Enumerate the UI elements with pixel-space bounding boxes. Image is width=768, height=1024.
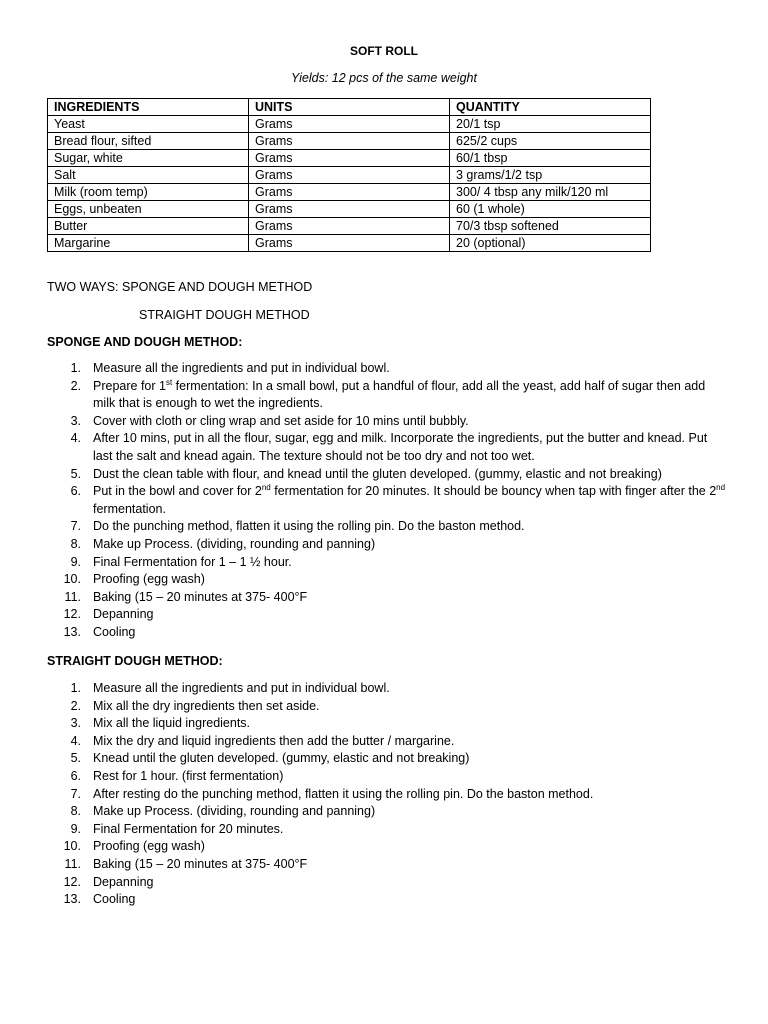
step-number: 7. — [70, 519, 81, 534]
list-item — [47, 698, 727, 716]
step-number: 5. — [70, 751, 81, 766]
list-item — [47, 483, 727, 518]
step-text: Knead until the gluten developed. (gummy, elastic and not breaking) — [93, 751, 470, 766]
list-item — [47, 518, 727, 536]
step-number: 6. — [70, 768, 81, 783]
quantity-cell: 70/3 tbsp softened — [450, 218, 651, 235]
list-item — [47, 466, 727, 484]
header-quantity: QUANTITY — [450, 99, 651, 116]
list-item — [47, 571, 727, 589]
quantity-cell: 3 grams/1/2 tsp — [450, 167, 651, 184]
unit-cell: Grams — [249, 167, 450, 184]
ingredient-cell: Sugar, white — [48, 150, 249, 167]
quantity-cell: 60 (1 whole) — [450, 201, 651, 218]
list-item — [47, 536, 727, 554]
ingredient-cell: Butter — [48, 218, 249, 235]
step-text: fermentation. — [93, 501, 166, 516]
table-row — [48, 235, 651, 252]
step-text: Depanning — [93, 874, 154, 889]
step-text: After 10 mins, put in all the flour, sugar, egg and milk. Incorporate the ingredients, put the butter and knead. Put last the salt and knead again. The texture should not be too dry and not too wet. — [93, 431, 708, 463]
step-text: Final Fermentation for 1 – 1 ½ hour. — [93, 554, 292, 569]
list-item — [47, 874, 727, 892]
step-number: 12. — [63, 607, 81, 622]
step-number: 8. — [70, 804, 81, 819]
step-text: Mix the dry and liquid ingredients then add the butter / margarine. — [93, 733, 455, 748]
list-item — [47, 378, 727, 413]
superscript: nd — [261, 483, 271, 492]
list-item — [47, 750, 727, 768]
list-item — [47, 715, 727, 733]
step-text: Proofing (egg wash) — [93, 572, 205, 587]
ingredient-cell: Eggs, unbeaten — [48, 201, 249, 218]
unit-cell: Grams — [249, 133, 450, 150]
step-text: Measure all the ingredients and put in individual bowl. — [93, 361, 390, 375]
unit-cell: Grams — [249, 150, 450, 167]
table-row — [48, 218, 651, 235]
table-row — [48, 150, 651, 167]
step-number: 6. — [70, 484, 81, 499]
list-item — [47, 430, 727, 465]
yields-subtitle: Yields: 12 pcs of the same weight — [291, 71, 477, 85]
step-number: 1. — [70, 361, 81, 375]
sponge-method-steps — [47, 360, 727, 642]
quantity-cell: 300/ 4 tbsp any milk/120 ml — [450, 184, 651, 201]
step-text: Proofing (egg wash) — [93, 839, 205, 854]
step-number: 2. — [70, 698, 81, 713]
list-item — [47, 606, 727, 624]
step-number: 8. — [70, 536, 81, 551]
table-row — [48, 201, 651, 218]
step-number: 9. — [70, 821, 81, 836]
step-text: Cooling — [93, 892, 136, 907]
unit-cell: Grams — [249, 116, 450, 133]
unit-cell: Grams — [249, 184, 450, 201]
step-number: 3. — [70, 716, 81, 731]
step-number: 11. — [64, 856, 81, 871]
step-text: Final Fermentation for 20 minutes. — [93, 821, 284, 836]
step-text: Make up Process. (dividing, rounding and panning) — [93, 804, 376, 819]
ingredient-cell: Margarine — [48, 235, 249, 252]
list-item — [47, 838, 727, 856]
step-number: 1. — [70, 681, 81, 695]
step-number: 11. — [64, 589, 81, 604]
step-text: fermentation: In a small bowl, put a handful of flour, add all the yeast, add half of sugar then add milk that is enough to wet the ingredients. — [93, 378, 706, 411]
table-row — [48, 167, 651, 184]
superscript: nd — [716, 483, 726, 492]
step-number: 12. — [63, 874, 81, 889]
page-title: SOFT ROLL — [350, 44, 418, 58]
unit-cell: Grams — [249, 201, 450, 218]
list-item — [47, 624, 727, 642]
ingredient-cell: Milk (room temp) — [48, 184, 249, 201]
step-number: 4. — [70, 431, 81, 446]
step-text: Rest for 1 hour. (first fermentation) — [93, 768, 284, 783]
step-number: 2. — [70, 378, 81, 393]
step-number: 10. — [63, 572, 81, 587]
header-ingredients: INGREDIENTS — [48, 99, 249, 116]
table-row — [48, 184, 651, 201]
step-number: 10. — [63, 839, 81, 854]
quantity-cell: 60/1 tbsp — [450, 150, 651, 167]
unit-cell: Grams — [249, 235, 450, 252]
step-text: Dust the clean table with flour, and knead until the gluten developed. (gummy, elastic and not breaking) — [93, 466, 662, 481]
step-text: Baking (15 – 20 minutes at 375- 400°F — [93, 856, 308, 871]
step-text: Cooling — [93, 624, 136, 639]
ingredient-cell: Salt — [48, 167, 249, 184]
list-item — [47, 589, 727, 607]
list-item — [47, 360, 727, 378]
superscript: st — [165, 377, 173, 387]
step-text: Mix all the liquid ingredients. — [93, 716, 251, 731]
step-text: Make up Process. (dividing, rounding and panning) — [93, 536, 376, 551]
step-text: Mix all the dry ingredients then set aside. — [93, 698, 320, 713]
step-text: Depanning — [93, 607, 154, 622]
list-item — [47, 803, 727, 821]
list-item — [47, 554, 727, 572]
quantity-cell: 20/1 tsp — [450, 116, 651, 133]
two-ways-line: TWO WAYS: SPONGE AND DOUGH METHOD — [47, 280, 313, 294]
step-number: 5. — [70, 466, 81, 481]
step-number: 9. — [70, 554, 81, 569]
list-item — [47, 413, 727, 431]
ingredients-table — [47, 98, 651, 252]
list-item — [47, 856, 727, 874]
step-number: 13. — [63, 892, 81, 907]
ingredient-cell: Bread flour, sifted — [48, 133, 249, 150]
straight-method-steps — [47, 680, 727, 909]
sponge-method-heading: SPONGE AND DOUGH METHOD: — [47, 335, 243, 349]
list-item — [47, 768, 727, 786]
table-row — [48, 133, 651, 150]
list-item — [47, 786, 727, 804]
straight-method-heading: STRAIGHT DOUGH METHOD: — [47, 654, 223, 668]
step-number: 13. — [63, 624, 81, 639]
step-number: 3. — [70, 413, 81, 428]
ingredient-cell: Yeast — [48, 116, 249, 133]
step-text: Measure all the ingredients and put in individual bowl. — [93, 681, 390, 695]
list-item — [47, 891, 727, 909]
step-text: Baking (15 – 20 minutes at 375- 400°F — [93, 589, 308, 604]
table-row — [48, 116, 651, 133]
step-text: Cover with cloth or cling wrap and set aside for 10 mins until bubbly. — [93, 413, 469, 428]
list-item — [47, 680, 727, 698]
step-text: Do the punching method, flatten it using the rolling pin. Do the baston method. — [93, 519, 525, 534]
unit-cell: Grams — [249, 218, 450, 235]
step-number: 7. — [70, 786, 81, 801]
table-header-row — [48, 99, 651, 116]
list-item — [47, 821, 727, 839]
header-units: UNITS — [249, 99, 450, 116]
step-text: After resting do the punching method, flatten it using the rolling pin. Do the baston method. — [93, 786, 594, 801]
step-text: fermentation for 20 minutes. It should be bouncy when tap with finger after the 2 — [270, 484, 717, 499]
step-number: 4. — [70, 733, 81, 748]
step-text: Prepare for 1 — [93, 378, 166, 393]
two-ways-line-second: STRAIGHT DOUGH METHOD — [139, 308, 310, 322]
quantity-cell: 20 (optional) — [450, 235, 651, 252]
quantity-cell: 625/2 cups — [450, 133, 651, 150]
step-text: Put in the bowl and cover for 2 — [93, 484, 262, 499]
list-item — [47, 733, 727, 751]
